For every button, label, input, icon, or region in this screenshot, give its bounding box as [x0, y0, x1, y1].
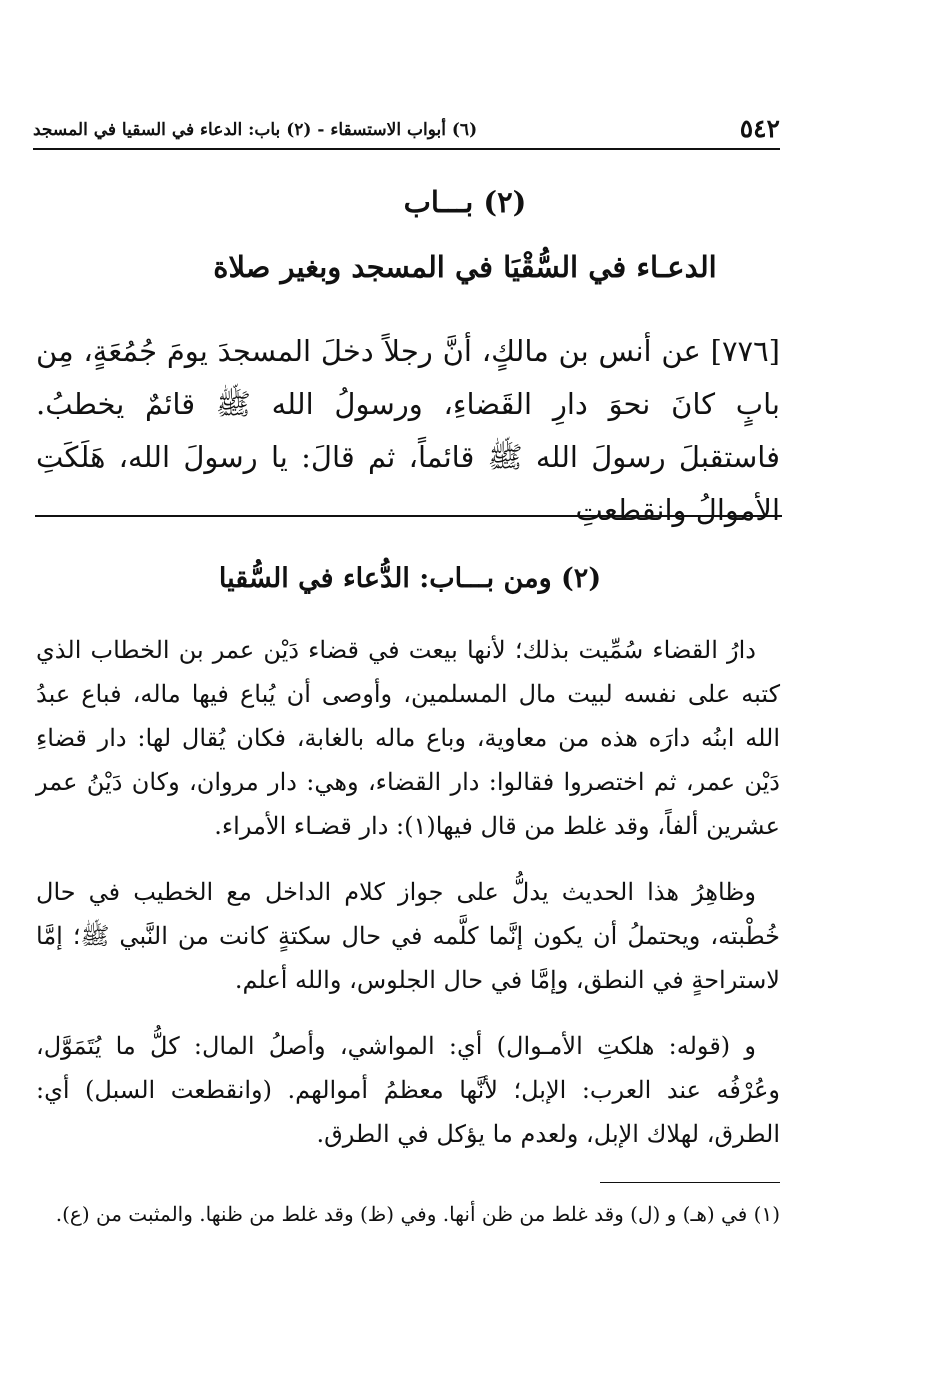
paragraph-text: وظاهِرُ هذا الحديث يدلُّ على جواز كلام الداخل مع الخطيب في حال خُطْبته، ويحتملُ أن يكون إنَّما كلَّمه في حال سكتةٍ كانت من النَّبي ﷺ؛ إمَّا لاستراحةٍ في النطق، وإمَّا في حال الجلوس، والله أعلم.: [36, 878, 780, 994]
commentary-paragraph-2: [36, 870, 780, 1002]
page-number: ٥٤٢: [739, 114, 780, 143]
section-divider: [35, 515, 782, 517]
commentary-heading: (٢) ومن بـــاب: الدُّعاء في السُّقيا: [218, 563, 602, 594]
chapter-title: الدعـاء في السُّقْيَا في المسجد وبغير صلاة: [213, 250, 717, 284]
page-header: [33, 114, 780, 150]
running-title: (٦) أبواب الاستسقاء - (٢) باب: الدعاء في السقيا في المسجد: [33, 120, 478, 140]
footnote: (١) في (هـ) و (ل) وقد غلط من ظن أنها. وفي (ظ) وقد غلط من ظنها. والمثبت من (ع).: [55, 1202, 780, 1226]
commentary-paragraph-1: [36, 628, 780, 848]
hadith-text: [٧٧٦] عن أنس بن مالكٍ، أنَّ رجلاً دخلَ المسجدَ يومَ جُمُعَةٍ، مِن بابٍ كانَ نحوَ دارِ القَضاءِ، ورسولُ الله ﷺ قائمٌ يخطبُ. فاستقبلَ رسولَ الله ﷺ قائماً، ثم قالَ: يا رسولَ الله، هَلَكَتِ الأموالُ وانقطعتِ: [36, 334, 780, 527]
chapter-number: (٢) بـــاب: [403, 185, 527, 219]
paragraph-text: و (قوله: هلكتِ الأمـوال) أي: المواشي، وأصلُ المال: كلُّ ما يُتَمَوَّل، وعُرْفُه عند العرب: الإبل؛ لأنَّها معظمُ أموالهم. (وانقطعت السبل) أي: الطرق، لهلاك الإبل، ولعدم ما يؤكل في الطرق.: [36, 1032, 780, 1148]
paragraph-text: دارُ القضاء سُمِّيت بذلك؛ لأنها بيعت في قضاء دَيْن عمر بن الخطاب الذي كتبه على نفسه لبيت مال المسلمين، وأوصى أن يُباع فيها ماله، فباع عبدُ الله ابنُه دارَه هذه من معاوية، وباع ماله بالغابة، فكان يُقال لها: دار قضاءِ دَيْن عمر، ثم اختصروا فقالوا: دار القضاء، وهي: دار مروان، وكان دَيْنُ عمر عشرين ألفاً، وقد غلط من قال فيها(١): دار قضـاء الأمراء.: [36, 636, 780, 840]
commentary-paragraph-3: [36, 1024, 780, 1156]
footnote-divider: [600, 1182, 780, 1183]
